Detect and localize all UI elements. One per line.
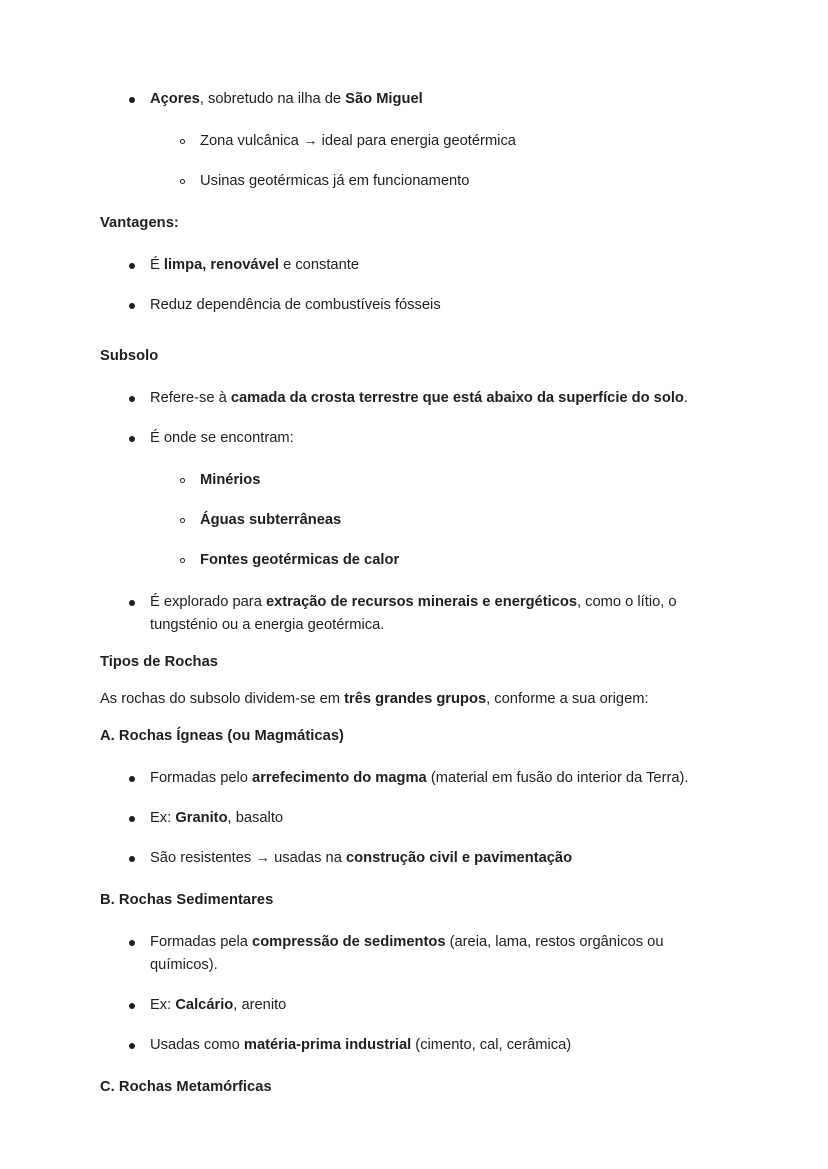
- list-gap: [100, 830, 728, 847]
- list-item: [100, 130, 728, 153]
- list-gap: [100, 790, 728, 807]
- acores-sub-2-text: Usinas geotérmicas já em funcionamento: [200, 173, 470, 189]
- subsolo-1-tail: .: [683, 390, 688, 406]
- acores-sub-1-text: Zona vulcânica → ideal para energia geotérmica: [200, 133, 516, 149]
- list-item: [100, 387, 728, 410]
- subsolo-3-bold: extração de recursos minerais e energéticos: [265, 594, 577, 610]
- list-gap: [100, 492, 728, 509]
- acores-regular-mid: , sobretudo na ilha de: [199, 91, 346, 107]
- igneas-2-lead: Ex:: [150, 810, 176, 826]
- subsolo-sub-3-text: Fontes geotérmicas de calor: [200, 552, 400, 568]
- subsolo-sublist: [100, 469, 728, 572]
- list-item: [100, 1034, 728, 1057]
- list-item: [100, 294, 728, 317]
- tipos-intro-paragraph: [100, 688, 728, 711]
- tipos-intro-tail: , conforme a sua origem:: [486, 691, 649, 707]
- heading-rochas-sedimentares: B. Rochas Sedimentares: [100, 892, 274, 908]
- subsolo-list: [100, 387, 728, 450]
- subsolo-3-tail: , como o lítio, o tungsténio ou a energia geotérmica.: [150, 594, 677, 633]
- subsolo-3-lead: É explorado para: [150, 594, 266, 610]
- list-item: [100, 847, 728, 870]
- document-content: [100, 88, 728, 1099]
- sedimentares-list: [100, 931, 728, 1057]
- list-item: [100, 170, 728, 193]
- igneas-2-bold: Granito: [175, 810, 228, 826]
- list-gap: [100, 410, 728, 427]
- heading-vantagens: Vantagens:: [100, 215, 179, 231]
- list-item: [100, 427, 728, 450]
- acores-sublist: [100, 130, 728, 193]
- subsolo-list-continued: [100, 591, 728, 637]
- list-item: [100, 807, 728, 830]
- sedimentares-2-bold: Calcário: [175, 997, 234, 1013]
- list-item: [100, 88, 728, 111]
- igneas-list: [100, 767, 728, 870]
- igneas-1-tail: (material em fusão do interior da Terra).: [426, 770, 689, 786]
- heading-rochas-metamorficas: C. Rochas Metamórficas: [100, 1079, 272, 1095]
- igneas-1-lead: Formadas pelo: [150, 770, 253, 786]
- list-gap: [100, 532, 728, 549]
- subsolo-sub-1-text: Minérios: [200, 472, 261, 488]
- list-gap: [100, 977, 728, 994]
- list-item: [100, 254, 728, 277]
- list-gap: [100, 277, 728, 294]
- heading-tipos-de-rochas: Tipos de Rochas: [100, 654, 219, 670]
- tipos-intro-lead: As rochas do subsolo dividem-se em: [100, 691, 345, 707]
- subsolo-2-text: É onde se encontram:: [150, 430, 294, 446]
- list-item: [100, 931, 728, 977]
- list-item: [100, 767, 728, 790]
- tipos-intro-bold: três grandes grupos: [344, 691, 487, 707]
- vantagens-list: [100, 254, 728, 317]
- sedimentares-1-lead: Formadas pela: [150, 934, 253, 950]
- sedimentares-2-tail: , arenito: [233, 997, 287, 1013]
- list-item: [100, 509, 728, 532]
- heading-rochas-igneas: A. Rochas Ígneas (ou Magmáticas): [100, 728, 345, 744]
- subsolo-sub-2-text: Águas subterrâneas: [200, 512, 342, 528]
- list-item: [100, 591, 728, 637]
- acores-list: [100, 88, 728, 111]
- subsolo-1-bold: camada da crosta terrestre que está abaixo da superfície do solo: [230, 390, 684, 406]
- vantagens-2-text: Reduz dependência de combustíveis fósseis: [150, 297, 441, 313]
- acores-bold-lead: Açores: [150, 91, 200, 107]
- vantagens-1-tail: e constante: [279, 257, 360, 273]
- list-gap: [100, 1017, 728, 1034]
- igneas-2-tail: , basalto: [227, 810, 284, 826]
- list-gap: [100, 153, 728, 170]
- heading-subsolo: Subsolo: [100, 348, 159, 364]
- sedimentares-2-lead: Ex:: [150, 997, 176, 1013]
- igneas-3-lead: São resistentes → usadas na: [150, 850, 346, 866]
- igneas-3-bold: construção civil e pavimentação: [345, 850, 573, 866]
- sedimentares-1-tail: (areia, lama, restos orgânicos ou químicos).: [150, 934, 664, 973]
- igneas-1-bold: arrefecimento do magma: [252, 770, 427, 786]
- sedimentares-3-bold: matéria-prima industrial: [243, 1037, 412, 1053]
- sedimentares-3-tail: (cimento, cal, cerâmica): [411, 1037, 572, 1053]
- list-item: [100, 469, 728, 492]
- sedimentares-1-bold: compressão de sedimentos: [252, 934, 446, 950]
- sedimentares-3-lead: Usadas como: [150, 1037, 244, 1053]
- list-item: [100, 549, 728, 572]
- acores-bold-tail: São Miguel: [345, 91, 423, 107]
- vantagens-1-lead: É: [150, 257, 164, 273]
- subsolo-1-lead: Refere-se à: [150, 390, 231, 406]
- vantagens-1-bold: limpa, renovável: [163, 257, 279, 273]
- list-item: [100, 994, 728, 1017]
